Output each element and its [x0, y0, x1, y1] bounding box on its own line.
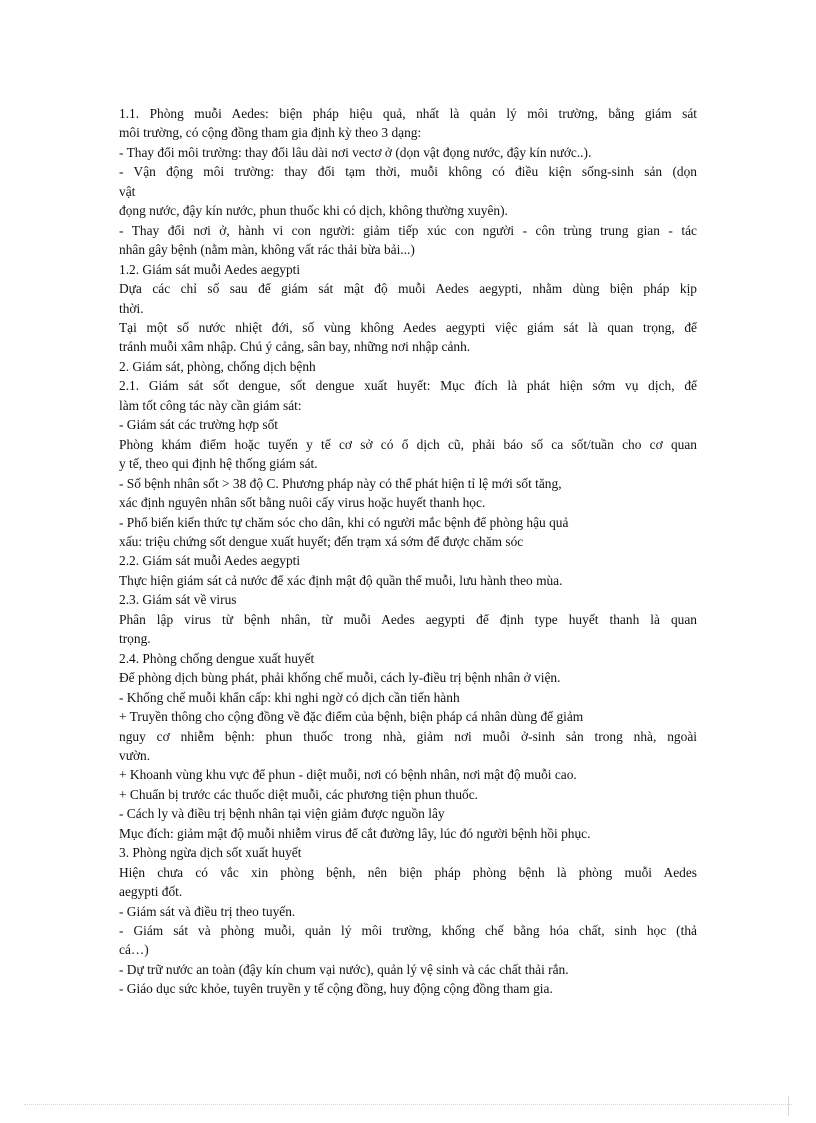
page-bottom-rule: [24, 1104, 792, 1105]
text-line: xấu: triệu chứng sốt dengue xuất huyết; đến trạm xá sớm để được chăm sóc: [119, 533, 524, 549]
text-line: - Cách ly và điều trị bệnh nhân tại viện giảm được nguồn lây: [119, 806, 445, 822]
text-line: Để phòng dịch bùng phát, phải khống chế muỗi, cách ly-điều trị bệnh nhân ở viện.: [119, 670, 561, 686]
section-heading: 3. Phòng ngừa dịch sốt xuất huyết: [119, 845, 302, 861]
text-line: Mục đích: giảm mật độ muỗi nhiễm virus để cắt đường lây, lúc đó người bệnh hồi phục.: [119, 825, 591, 841]
text-line: Dựa các chỉ số sau để giám sát mật độ muỗi Aedes aegypti, nhằm dùng biện pháp kịp: [119, 281, 697, 297]
text-line: y tế, theo qui định hệ thống giám sát.: [119, 456, 318, 472]
text-line: nguy cơ nhiễm bệnh: phun thuốc trong nhà, giảm nơi muỗi ở-sinh sản trong nhà, ngoài: [119, 728, 697, 744]
text-line: - Số bệnh nhân sốt > 38 độ C. Phương pháp này có thể phát hiện tỉ lệ mới sốt tăng,: [119, 475, 562, 491]
text-line: - Giám sát các trường hợp sốt: [119, 417, 279, 433]
text-line: Phòng khám điểm hoặc tuyến y tế cơ sở có ổ dịch cũ, phải báo số ca sốt/tuần cho cơ quan: [119, 436, 697, 452]
text-line: - Thay đổi môi trường: thay đổi lâu dài nơi vectơ ở (dọn vật đọng nước, đậy kín nước..).: [119, 144, 592, 160]
text-line: - Giáo dục sức khỏe, tuyên truyền y tế cộng đồng, huy động cộng đồng tham gia.: [119, 981, 553, 997]
text-line: Thực hiện giám sát cả nước để xác định mật độ quần thể muỗi, lưu hành theo mùa.: [119, 572, 563, 588]
text-line: - Giám sát và điều trị theo tuyến.: [119, 903, 296, 919]
text-line: tránh muỗi xâm nhập. Chú ý cảng, sân bay, những nơi nhập cảnh.: [119, 339, 471, 355]
text-line: vườn.: [119, 747, 151, 763]
section-heading: 2.3. Giám sát về virus: [119, 592, 237, 608]
section-heading: 2.2. Giám sát muỗi Aedes aegypti: [119, 553, 301, 569]
text-line: - Giám sát và phòng muỗi, quản lý môi trường, khống chế bằng hóa chất, sinh học (thả: [119, 923, 697, 939]
text-line: làm tốt công tác này cần giám sát:: [119, 397, 302, 413]
text-line: - Vận động môi trường: thay đổi tạm thời, muỗi không có điều kiện sống-sinh sản (dọn: [119, 164, 697, 180]
text-line: xác định nguyên nhân sốt bằng nuôi cấy virus hoặc huyết thanh học.: [119, 495, 486, 511]
text-line: vật: [119, 183, 136, 199]
text-line: - Dự trữ nước an toàn (đậy kín chum vại nước), quản lý vệ sinh và các chất thải rắn.: [119, 961, 569, 977]
text-line: Phân lập virus từ bệnh nhân, từ muỗi Aedes aegypti để định type huyết thanh là quan: [119, 611, 697, 627]
text-line: aegypti đốt.: [119, 884, 183, 900]
document-body: [119, 104, 697, 999]
section-heading: 2. Giám sát, phòng, chống dịch bệnh: [119, 358, 316, 374]
page-corner-mark: [788, 1096, 789, 1116]
text-line: - Khống chế muỗi khẩn cấp: khi nghi ngờ có dịch cần tiến hành: [119, 689, 460, 705]
section-heading: 1.2. Giám sát muỗi Aedes aegypti: [119, 261, 301, 277]
text-line: + Truyền thông cho cộng đồng về đặc điểm của bệnh, biện pháp cá nhân dùng để giảm: [119, 709, 584, 725]
text-line: Hiện chưa có vắc xin phòng bệnh, nên biện pháp phòng bệnh là phòng muỗi Aedes: [119, 864, 697, 880]
text-line: 1.1. Phòng muỗi Aedes: biện pháp hiệu quả, nhất là quản lý môi trường, bằng giám sát: [119, 106, 697, 121]
text-line: 2.1. Giám sát sốt dengue, sốt dengue xuất huyết: Mục đích là phát hiện sớm vụ dịch, để: [119, 378, 697, 394]
text-line: nhân gây bệnh (nằm màn, không vất rác thải bừa bải...): [119, 242, 415, 258]
section-heading: 2.4. Phòng chống dengue xuất huyết: [119, 650, 315, 666]
text-line: cá…): [119, 942, 149, 958]
text-line: môi trường, có cộng đồng tham gia định kỳ theo 3 dạng:: [119, 125, 422, 141]
text-line: + Chuẩn bị trước các thuốc diệt muỗi, các phương tiện phun thuốc.: [119, 786, 479, 802]
text-line: Tại một số nước nhiệt đới, số vùng không Aedes aegypti việc giám sát là quan trọng, để: [119, 319, 697, 335]
text-line: đọng nước, đậy kín nước, phun thuốc khi có dịch, không thường xuyên).: [119, 203, 508, 219]
text-line: thời.: [119, 300, 144, 316]
text-line: trọng.: [119, 631, 151, 647]
text-line: - Phổ biến kiến thức tự chăm sóc cho dân, khi có người mắc bệnh để phòng hậu quả: [119, 514, 569, 530]
text-line: - Thay đổi nơi ở, hành vi con người: giảm tiếp xúc con người - côn trùng trung gian - tác: [119, 222, 697, 238]
text-line: + Khoanh vùng khu vực để phun - diệt muỗi, nơi có bệnh nhân, nơi mật độ muỗi cao.: [119, 767, 577, 783]
